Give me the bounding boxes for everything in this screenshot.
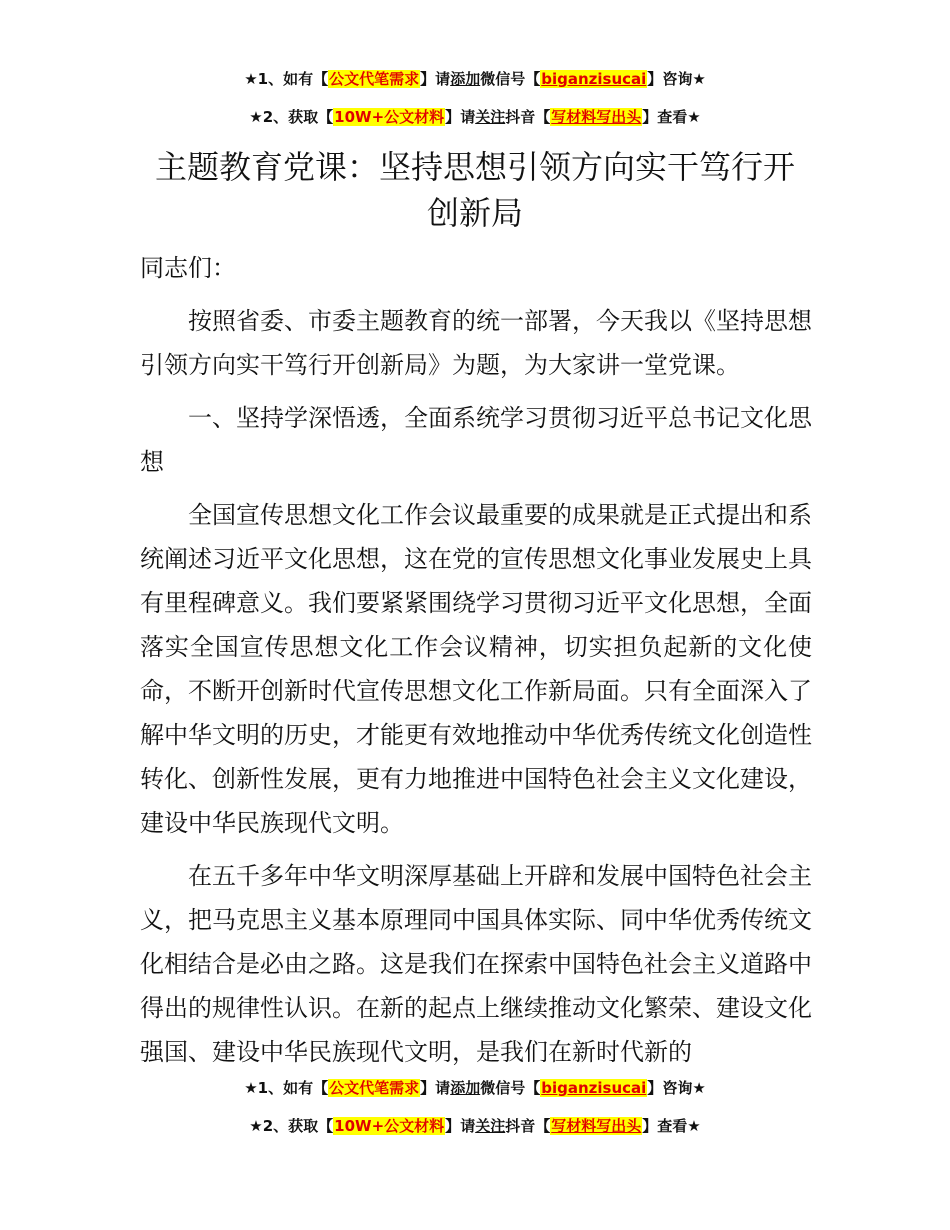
banner-suffix: 咨询★ [662,1079,706,1097]
banner-prefix: ★2、获取 [249,1117,319,1135]
banner-suffix: 查看★ [657,108,701,126]
bracket: 【 [535,1117,551,1135]
bracket: 【 [535,108,551,126]
highlight-ghostwriting: 公文代笔需求 [329,70,420,88]
banner-text: 请 [435,70,451,88]
section-heading: 一、坚持学深悟透，全面系统学习贯彻习近平总书记文化思想 [140,404,812,476]
banner-text: 微信号 [480,1079,526,1097]
bracket: 】 [420,1079,436,1097]
wechat-id: biganzisucai [541,1079,647,1097]
bracket: 【 [318,108,334,126]
highlight-materials: 10W+公文材料 [334,1117,445,1135]
salutation: 同志们： [140,254,236,282]
banner-emphasis: 添加 [450,1079,481,1097]
bracket: 【 [313,70,329,88]
paragraph: 按照省委、市委主题教育的统一部署，今天我以《坚持思想引领方向实干笃行开创新局》为题，为大家讲一堂党课。 [140,307,812,379]
banner-prefix: ★1、如有 [244,70,314,88]
bracket: 】 [647,70,663,88]
banner-emphasis: 关注 [475,108,506,126]
bracket: 】 [445,108,461,126]
banner-text: 请 [435,1079,451,1097]
bracket: 【 [525,1079,541,1097]
banner-text: 微信号 [480,70,526,88]
bracket: 】 [647,1079,663,1097]
bracket: 】 [642,1117,658,1135]
highlight-ghostwriting: 公文代笔需求 [329,1079,420,1097]
banner-text: 请 [460,1117,476,1135]
banner-text: 请 [460,108,476,126]
bracket: 】 [642,108,658,126]
paragraph: 全国宣传思想文化工作会议最重要的成果就是正式提出和系统阐述习近平文化思想，这在党的宣传思想文化事业发展史上具有里程碑意义。我们要紧紧围绕学习贯彻习近平文化思想，全面落实全国宣传思想文化工作会议精神，切实担负起新的文化使命，不断开创新时代宣传思想文化工作新局面。只有全面深入了解中华文明的历史，才能更有效地推动中华优秀传统文化创造性转化、创新性发展，更有力地推进中国特色社会主义文化建设，建设中华民族现代文明。 [140,501,812,837]
banner-text: 抖音 [505,108,536,126]
document-body [140,246,812,1083]
top-banner-line-2 [0,105,950,129]
bottom-banner-line-1 [0,1076,950,1100]
bracket: 】 [445,1117,461,1135]
banner-suffix: 咨询★ [662,70,706,88]
banner-prefix: ★1、如有 [244,1079,314,1097]
douyin-account: 写材料写出头 [551,108,642,126]
bracket: 【 [318,1117,334,1135]
bracket: 】 [420,70,436,88]
paragraph: 在五千多年中华文明深厚基础上开辟和发展中国特色社会主义，把马克思主义基本原理同中国具体实际、同中华优秀传统文化相结合是必由之路。这是我们在探索中国特色社会主义道路中得出的规律性认识。在新的起点上继续推动文化繁荣、建设文化强国、建设中华民族现代文明，是我们在新时代新的 [140,862,812,1066]
bottom-banner-line-2 [0,1114,950,1138]
bracket: 【 [525,70,541,88]
document-title: 主题教育党课：坚持思想引领方向实干笃行开创新局 [154,148,795,232]
highlight-materials: 10W+公文材料 [334,108,445,126]
banner-suffix: 查看★ [657,1117,701,1135]
wechat-id: biganzisucai [541,70,647,88]
bracket: 【 [313,1079,329,1097]
banner-emphasis: 添加 [450,70,481,88]
banner-emphasis: 关注 [475,1117,506,1135]
banner-prefix: ★2、获取 [249,108,319,126]
banner-text: 抖音 [505,1117,536,1135]
top-banner-line-1 [0,67,950,91]
douyin-account: 写材料写出头 [551,1117,642,1135]
